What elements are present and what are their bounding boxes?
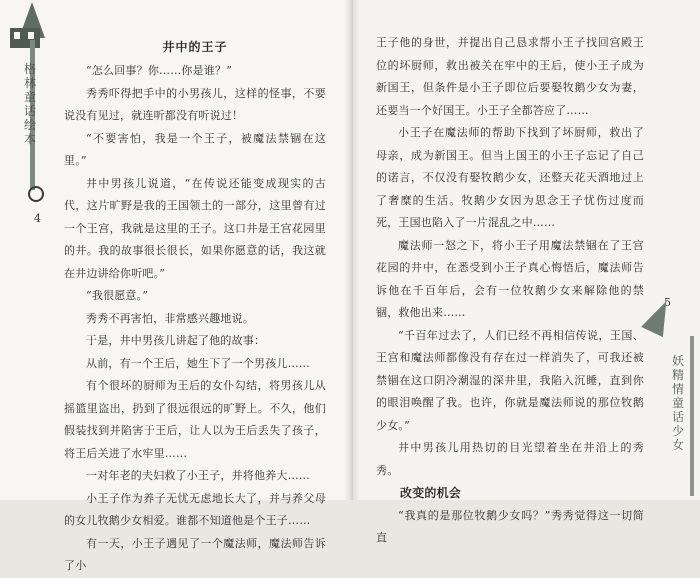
paragraph: 小王子作为养子无忧无虑地长大了，并与养父母的女儿牧鹅少女相爱。谁都不知道他是个王子…… <box>64 491 326 527</box>
left-margin-decoration <box>0 0 60 230</box>
paragraph: 有个很坏的厨师为王后的女仆勾结，将男孩儿从摇篮里盗出，扔到了很远很远的旷野上。不久，他们假装找到并陷害于王后，让人以为王后丢失了孩子，将王后关进了水牢里…… <box>64 379 326 460</box>
right-body-text <box>376 32 644 550</box>
paragraph: “千百年过去了，人们已经不再相信传说，王国、王宫和魔法师都像没有存在过一样消失了，可我还被禁锢在这口阴冷潮湿的深井里，我陷入沉睡，直到你的眼泪唤醒了我。也许，你就是魔法师说的那位牧鹅少女。” <box>376 328 644 432</box>
right-page <box>352 0 700 544</box>
left-body-text <box>64 60 326 578</box>
page-number-left: 4 <box>34 212 41 225</box>
right-margin-decoration <box>650 320 700 500</box>
paragraph: 井中男孩儿说道，“在传说还能变成现实的古代，这片旷野是我的王国领土的一部分，这里曾有过一个王宫，我就是这里的王子。这口井是王宫花园里的井。我的故事很长很长，如果你愿意的话，我这就在井边讲给你听吧。” <box>64 176 326 280</box>
paragraph: 魔法师一怒之下，将小王子用魔法禁锢在了王宫花园的井中，在悉受到小王子真心悔悟后，魔法师告诉他在千百年后，会有一位牧鹅少女来解除他的禁锢，救他出来…… <box>376 238 644 319</box>
paragraph: 小王子在魔法师的帮助下找到了坏厨师，救出了母亲，成为新国王。但当上国王的小王子忘记了自己的诺言，不仅没有娶牧鹅少女，还整天花天酒地过上了奢糜的生活。牧鹅少女因为思念王子忧伤过度而死，王国也陷入了一片混乱之中…… <box>376 126 644 229</box>
paragraph: 秀秀不再害怕，非常感兴趣地说。 <box>86 311 254 325</box>
section-title: 改变的机会 <box>400 486 462 500</box>
ribbon-stem <box>690 336 694 496</box>
paragraph: 一对年老的夫妇救了小王子，并将他养大…… <box>86 469 310 482</box>
paragraph: “我很愿意。” <box>86 289 149 302</box>
swirl-ornament-icon <box>28 186 44 202</box>
paragraph: 于是，井中男孩儿讲起了他的故事： <box>86 334 266 347</box>
paragraph: 井中男孩儿用热切的目光望着坐在井沿上的秀秀。 <box>376 441 644 477</box>
paragraph: 王子他的身世，并提出自己恳求帮小王子找回宫殿王位的坏厨师，救出被关在牢中的王后，使小王子成为新国王，但条件是小王子即位后要娶牧鹅少女为妻，还要当一个好国王。小王子全都答应了…… <box>376 36 644 117</box>
paragraph: “不要害怕，我是一个王子，被魔法禁锢在这里。” <box>64 131 326 167</box>
paragraph: 秀秀吓得把手中的小男孩儿，这样的怪事，不要说没有见过，就连听都没有听说过！ <box>64 86 326 122</box>
page-number-right: 5 <box>664 296 671 309</box>
paragraph: “我真的是那位牧鹅少女吗？”秀秀觉得这一切简直 <box>376 508 644 544</box>
book-gutter <box>344 0 360 500</box>
left-series-title: 格林童话绘本 <box>23 62 36 146</box>
paragraph: 有一天，小王子遇见了一个魔法师，魔法师告诉了小 <box>64 536 326 572</box>
right-series-title: 妖精情童话少女 <box>671 354 684 452</box>
chapter-title: 井中的王子 <box>162 40 228 54</box>
paragraph: “怎么回事？你……你是谁？” <box>86 64 233 77</box>
castle-icon <box>10 28 40 48</box>
paragraph: 从前，有一个王后，她生下了一个男孩儿…… <box>86 356 310 370</box>
left-page <box>0 0 352 572</box>
